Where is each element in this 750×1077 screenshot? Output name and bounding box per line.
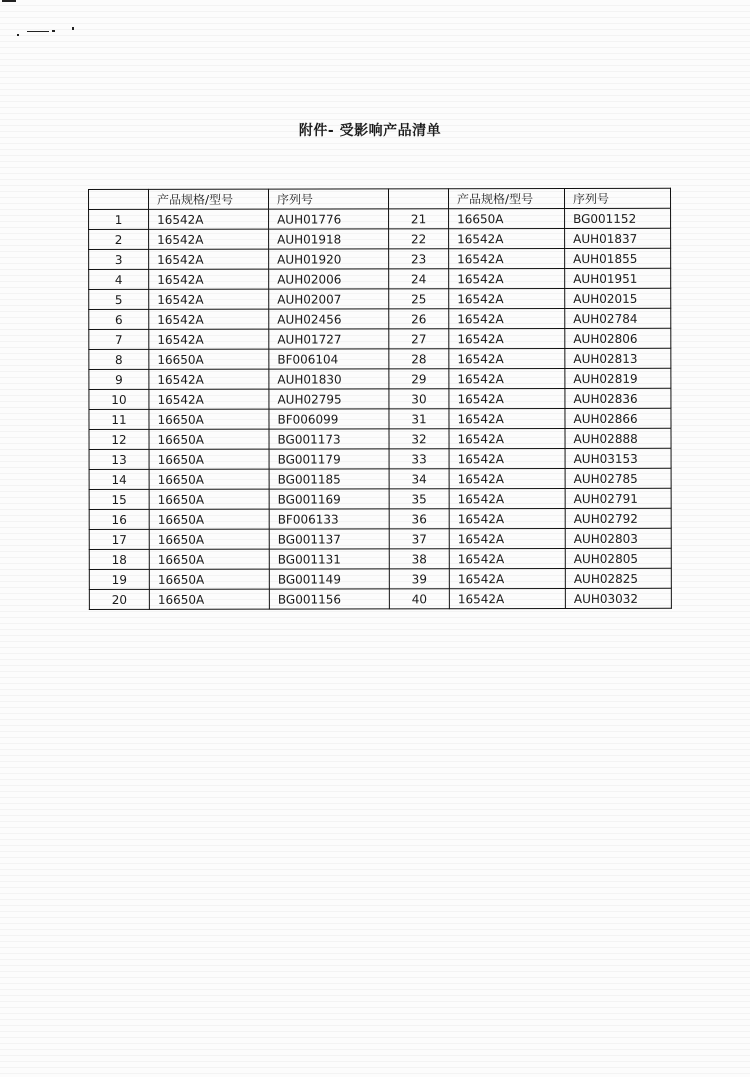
cell-serial-right: AUH02792 (565, 508, 671, 528)
cell-model-left: 16650A (149, 429, 269, 449)
table-row (89, 588, 671, 609)
cell-model-right: 16542A (449, 309, 565, 329)
cell-index-left: 15 (89, 489, 149, 509)
cell-serial-left: BF006104 (269, 349, 389, 369)
cell-model-right: 16542A (449, 589, 565, 609)
table-row (89, 568, 671, 589)
table-row (89, 208, 671, 229)
table-row (89, 288, 671, 309)
cell-serial-right: AUH02813 (565, 348, 671, 368)
cell-serial-left: BF006133 (269, 509, 389, 529)
header-index-right (389, 189, 449, 209)
cell-index-right: 30 (389, 389, 449, 409)
cell-model-left: 16650A (149, 409, 269, 429)
cell-model-left: 16542A (149, 389, 269, 409)
cell-index-left: 9 (89, 369, 149, 389)
cell-serial-right: AUH03153 (565, 448, 671, 468)
cell-model-right: 16542A (449, 329, 565, 349)
cell-index-right: 39 (389, 569, 449, 589)
cell-index-right: 24 (389, 269, 449, 289)
cell-model-right: 16542A (449, 389, 565, 409)
cell-index-right: 28 (389, 349, 449, 369)
cell-index-left: 18 (89, 549, 149, 569)
table-row (89, 228, 671, 249)
cell-model-right: 16542A (449, 289, 565, 309)
cell-model-left: 16650A (149, 449, 269, 469)
header-model-right: 产品规格/型号 (449, 189, 565, 209)
scan-artifact-dot (72, 27, 74, 30)
cell-index-left: 8 (89, 349, 149, 369)
cell-index-left: 19 (89, 569, 149, 589)
cell-model-right: 16650A (449, 209, 565, 229)
scan-artifact-corner (2, 0, 16, 2)
cell-model-right: 16542A (449, 569, 565, 589)
cell-index-left: 11 (89, 409, 149, 429)
cell-model-left: 16542A (149, 269, 269, 289)
cell-index-left: 12 (89, 429, 149, 449)
cell-serial-left: AUH01920 (269, 249, 389, 269)
cell-index-left: 10 (89, 389, 149, 409)
cell-serial-right: AUH02803 (565, 528, 671, 548)
cell-serial-left: AUH01830 (269, 369, 389, 389)
header-model-left: 产品规格/型号 (149, 189, 269, 209)
cell-model-right: 16542A (449, 549, 565, 569)
cell-index-right: 22 (389, 229, 449, 249)
cell-model-right: 16542A (449, 369, 565, 389)
cell-index-left: 20 (89, 589, 149, 609)
cell-index-right: 21 (389, 209, 449, 229)
cell-serial-right: AUH02785 (565, 468, 671, 488)
cell-serial-left: BG001131 (269, 549, 389, 569)
cell-serial-left: BG001137 (269, 529, 389, 549)
cell-index-left: 13 (89, 449, 149, 469)
header-serial-right: 序列号 (565, 188, 671, 208)
cell-model-right: 16542A (449, 269, 565, 289)
cell-model-left: 16650A (149, 549, 269, 569)
cell-model-right: 16542A (449, 509, 565, 529)
cell-index-left: 7 (89, 329, 149, 349)
header-index-left (89, 189, 149, 209)
cell-serial-left: AUH01918 (269, 229, 389, 249)
cell-serial-right: AUH01837 (565, 228, 671, 248)
cell-index-right: 29 (389, 369, 449, 389)
cell-model-right: 16542A (449, 529, 565, 549)
cell-serial-right: AUH02791 (565, 488, 671, 508)
cell-index-left: 5 (89, 289, 149, 309)
table-row (89, 388, 671, 409)
cell-serial-right: AUH01951 (565, 268, 671, 288)
cell-serial-left: AUH02007 (269, 289, 389, 309)
cell-model-right: 16542A (449, 469, 565, 489)
table-row (89, 368, 671, 389)
cell-model-left: 16542A (149, 369, 269, 389)
table-header-row (89, 188, 671, 209)
affected-products-table (88, 188, 672, 610)
cell-serial-right: AUH02836 (565, 388, 671, 408)
cell-serial-right: AUH02825 (565, 568, 671, 588)
table-row (89, 408, 671, 429)
cell-index-right: 32 (389, 429, 449, 449)
table-row (89, 488, 671, 509)
scan-artifact-dot (17, 34, 19, 36)
cell-serial-left: AUH01776 (269, 209, 389, 229)
cell-index-left: 14 (89, 469, 149, 489)
cell-index-right: 33 (389, 449, 449, 469)
cell-model-left: 16542A (149, 289, 269, 309)
cell-index-right: 38 (389, 549, 449, 569)
cell-serial-left: BF006099 (269, 409, 389, 429)
table-row (89, 428, 671, 449)
cell-serial-left: BG001173 (269, 429, 389, 449)
cell-model-left: 16542A (149, 229, 269, 249)
cell-serial-right: AUH02819 (565, 368, 671, 388)
cell-index-left: 17 (89, 529, 149, 549)
cell-index-right: 25 (389, 289, 449, 309)
cell-index-right: 23 (389, 249, 449, 269)
cell-serial-left: BG001169 (269, 489, 389, 509)
table-row (89, 468, 671, 489)
cell-model-right: 16542A (449, 409, 565, 429)
table-row (89, 308, 671, 329)
cell-model-left: 16542A (149, 209, 269, 229)
table-row (89, 448, 671, 469)
table-row (89, 508, 671, 529)
cell-model-left: 16650A (149, 509, 269, 529)
cell-index-left: 1 (89, 209, 149, 229)
cell-index-right: 36 (389, 509, 449, 529)
cell-model-right: 16542A (449, 349, 565, 369)
cell-index-right: 26 (389, 309, 449, 329)
table-row (89, 528, 671, 549)
cell-serial-left: AUH01727 (269, 329, 389, 349)
cell-model-left: 16650A (149, 349, 269, 369)
cell-model-left: 16650A (149, 569, 269, 589)
cell-index-right: 35 (389, 489, 449, 509)
cell-model-left: 16542A (149, 309, 269, 329)
cell-serial-right: AUH02784 (565, 308, 671, 328)
cell-index-left: 4 (89, 269, 149, 289)
document-title: 附件- 受影响产品清单 (298, 123, 442, 139)
cell-model-left: 16650A (149, 529, 269, 549)
cell-model-left: 16542A (149, 329, 269, 349)
cell-serial-right: AUH02806 (565, 328, 671, 348)
table-body (89, 208, 672, 609)
cell-model-left: 16650A (149, 489, 269, 509)
cell-model-left: 16650A (149, 589, 269, 609)
cell-index-left: 2 (89, 229, 149, 249)
cell-model-right: 16542A (449, 249, 565, 269)
cell-model-left: 16650A (149, 469, 269, 489)
table-row (89, 248, 671, 269)
header-serial-left: 序列号 (269, 189, 389, 209)
cell-model-right: 16542A (449, 489, 565, 509)
cell-serial-right: AUH02888 (565, 428, 671, 448)
scan-artifact-dash (27, 31, 49, 32)
cell-serial-left: BG001156 (269, 589, 389, 609)
table-row (89, 268, 671, 289)
cell-serial-right: AUH02866 (565, 408, 671, 428)
table-row (89, 348, 671, 369)
cell-serial-left: AUH02456 (269, 309, 389, 329)
cell-serial-left: AUH02795 (269, 389, 389, 409)
cell-model-right: 16542A (449, 229, 565, 249)
cell-serial-right: BG001152 (565, 208, 671, 228)
cell-index-right: 37 (389, 529, 449, 549)
cell-serial-right: AUH03032 (565, 588, 671, 608)
cell-index-left: 16 (89, 509, 149, 529)
scan-artifact-dot (52, 30, 55, 32)
cell-index-right: 40 (389, 589, 449, 609)
cell-serial-left: AUH02006 (269, 269, 389, 289)
table-row (89, 328, 671, 349)
cell-model-right: 16542A (449, 429, 565, 449)
cell-index-left: 3 (89, 249, 149, 269)
cell-index-right: 34 (389, 469, 449, 489)
cell-serial-left: BG001179 (269, 449, 389, 469)
cell-serial-left: BG001185 (269, 469, 389, 489)
cell-model-right: 16542A (449, 449, 565, 469)
cell-index-left: 6 (89, 309, 149, 329)
cell-serial-right: AUH01855 (565, 248, 671, 268)
cell-serial-right: AUH02805 (565, 548, 671, 568)
cell-model-left: 16542A (149, 249, 269, 269)
cell-serial-right: AUH02015 (565, 288, 671, 308)
cell-serial-left: BG001149 (269, 569, 389, 589)
table-row (89, 548, 671, 569)
cell-index-right: 27 (389, 329, 449, 349)
cell-index-right: 31 (389, 409, 449, 429)
